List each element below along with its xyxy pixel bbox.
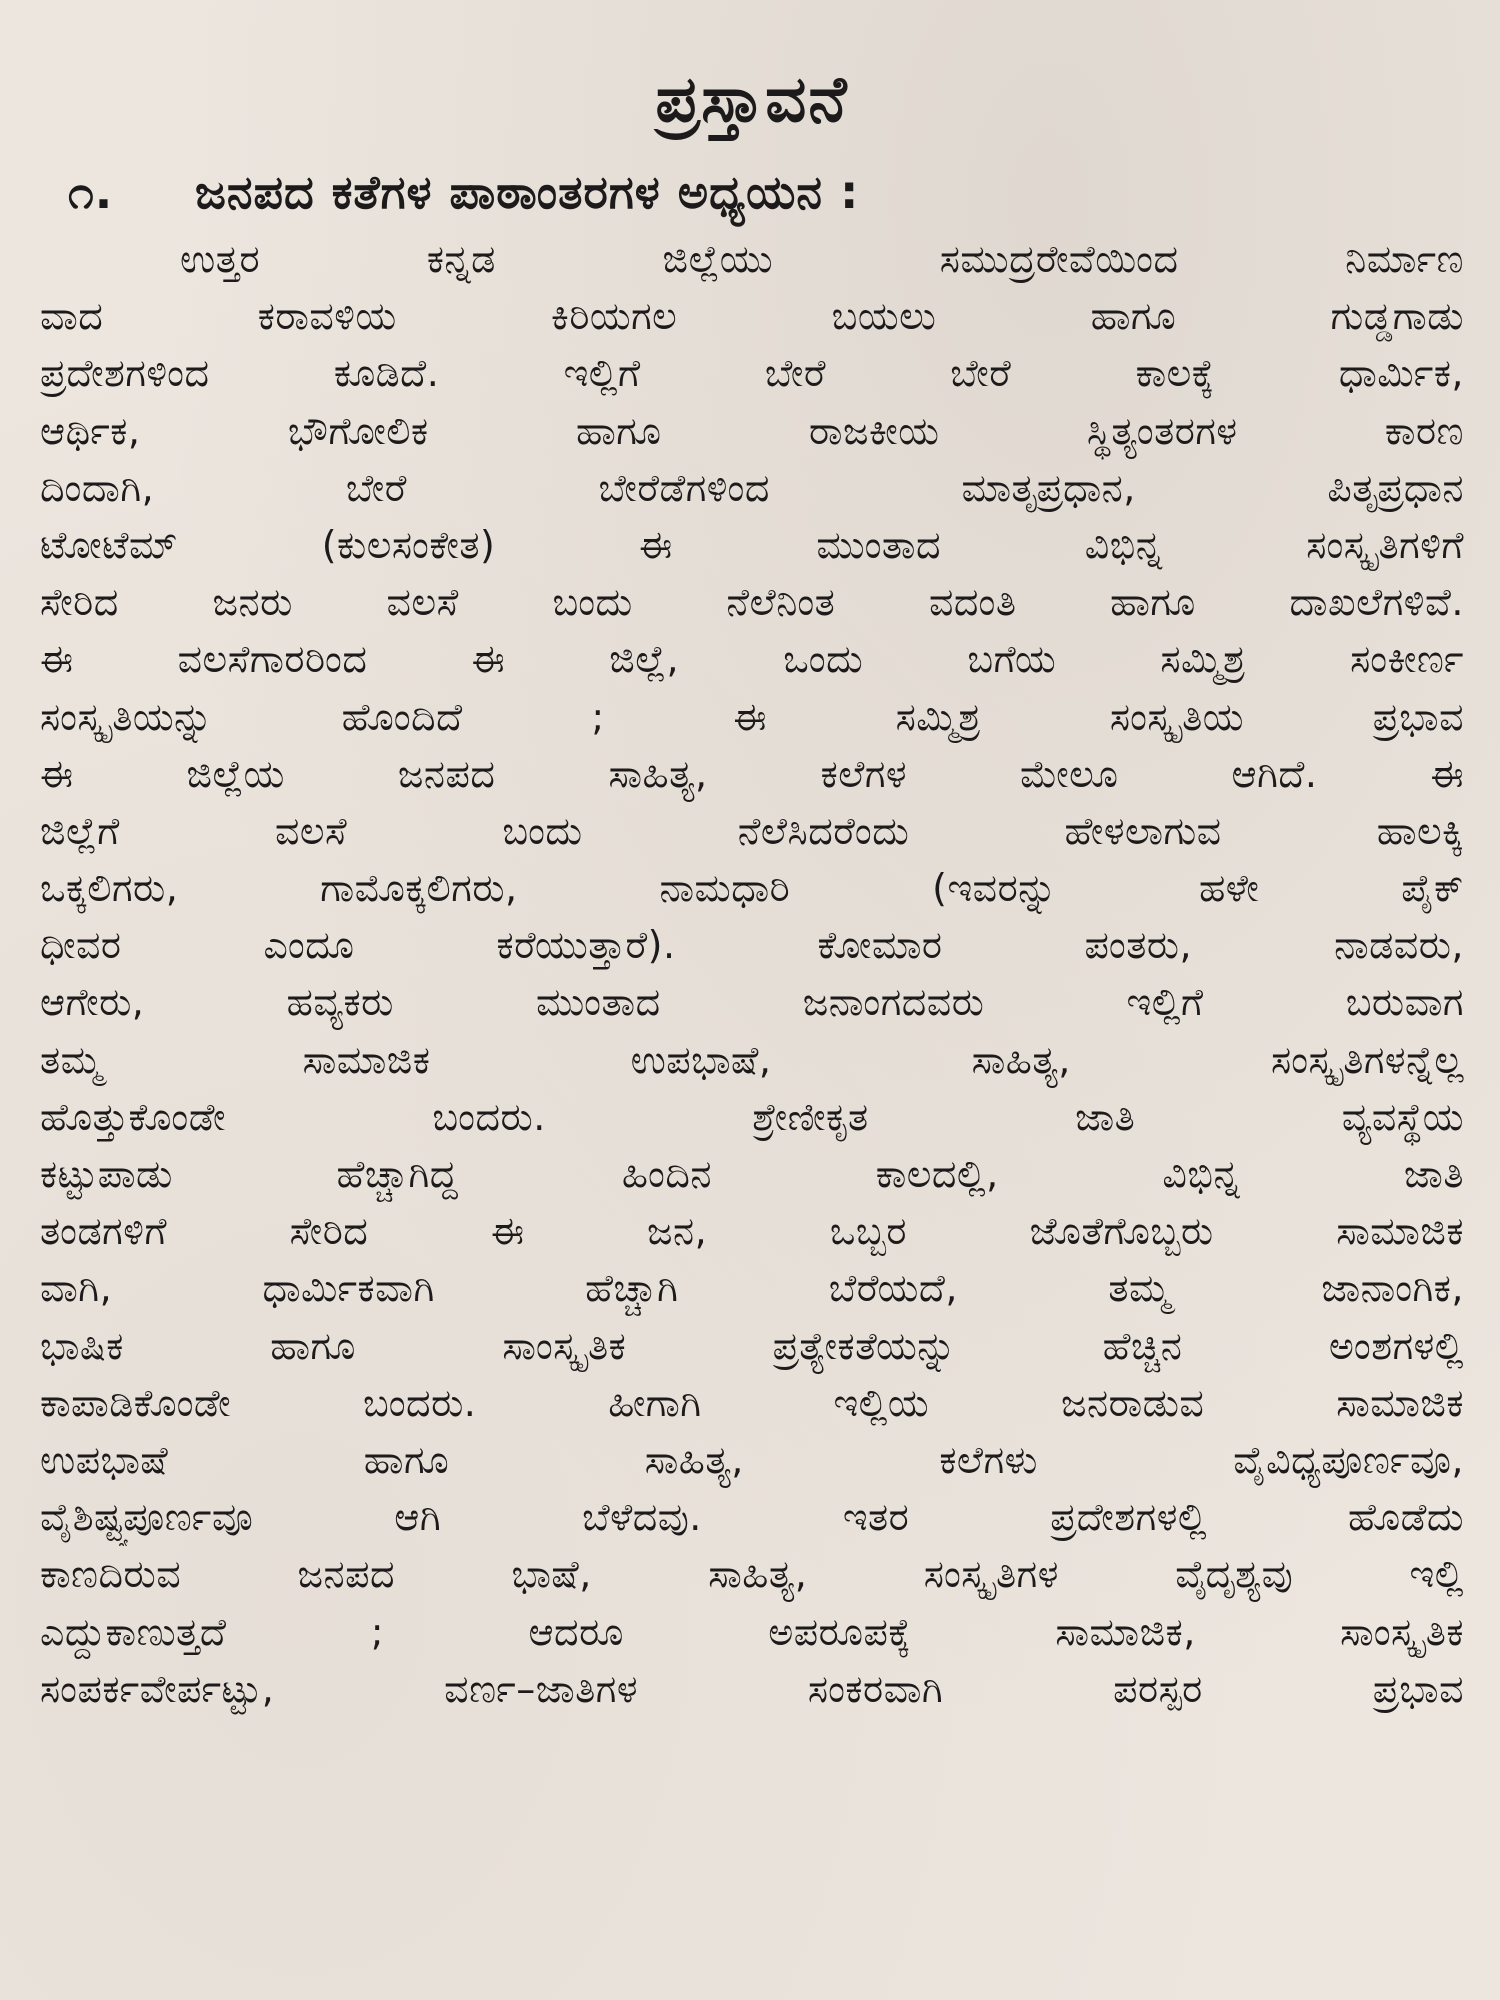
text-line: ಟೋಟೆಮ್ (ಕುಲಸಂಕೇತ) ಈ ಮುಂತಾದ ವಿಭಿನ್ನ ಸಂಸ್ಕೃತಿಗಳಿಗೆ [40,522,1464,567]
text-line: ಈ ಜಿಲ್ಲೆಯ ಜನಪದ ಸಾಹಿತ್ಯ, ಕಲೆಗಳ ಮೇಲೂ ಆಗಿದೆ. ಈ [40,751,1464,796]
text-line: ದಿಂದಾಗಿ, ಬೇರೆ ಬೇರೆಡೆಗಳಿಂದ ಮಾತೃಪ್ರಧಾನ, ಪಿತೃಪ್ರಧಾನ [40,465,1464,510]
text-line: ಈ ವಲಸೆಗಾರರಿಂದ ಈ ಜಿಲ್ಲೆ, ಒಂದು ಬಗೆಯ ಸಮ್ಮಿಶ್ರ ಸಂಕೀರ್ಣ [40,637,1464,682]
text-line: ಸೇರಿದ ಜನರು ವಲಸೆ ಬಂದು ನೆಲೆನಿಂತ ವದಂತಿ ಹಾಗೂ ದಾಖಲೆಗಳಿವೆ. [40,580,1464,625]
text-line: ಸಂಪರ್ಕವೇರ್ಪಟ್ಟು, ವರ್ಣ–ಜಾತಿಗಳ ಸಂಕರವಾಗಿ ಪರಸ್ಪರ ಪ್ರಭಾವ [40,1666,1464,1711]
text-line: ಕಾಪಾಡಿಕೊಂಡೇ ಬಂದರು. ಹೀಗಾಗಿ ಇಲ್ಲಿಯ ಜನರಾಡುವ ಸಾಮಾಜಿಕ [40,1380,1464,1425]
text-line: ವೈಶಿಷ್ಟ್ಯಪೂರ್ಣವೂ ಆಗಿ ಬೆಳೆದವು. ಇತರ ಪ್ರದೇಶಗಳಲ್ಲಿ ಹೊಡೆದು [40,1495,1464,1540]
text-line: ಎದ್ದುಕಾಣುತ್ತದೆ ; ಆದರೂ ಅಪರೂಪಕ್ಕೆ ಸಾಮಾಜಿಕ, ಸಾಂಸ್ಕೃತಿಕ [40,1609,1464,1654]
text-line: ವಾಗಿ, ಧಾರ್ಮಿಕವಾಗಿ ಹೆಚ್ಚಾಗಿ ಬೆರೆಯದೆ, ತಮ್ಮ ಜಾನಾಂಗಿಕ, [40,1266,1464,1311]
text-line: ಭಾಷಿಕ ಹಾಗೂ ಸಾಂಸ್ಕೃತಿಕ ಪ್ರತ್ಯೇಕತೆಯನ್ನು ಹೆಚ್ಚಿನ ಅಂಶಗಳಲ್ಲಿ [40,1323,1464,1368]
text-line: ಕಟ್ಟುಪಾಡು ಹೆಚ್ಚಾಗಿದ್ದ ಹಿಂದಿನ ಕಾಲದಲ್ಲಿ, ವಿಭಿನ್ನ ಜಾತಿ [40,1152,1464,1196]
text-line: ಆಗೇರು, ಹವ್ಯಕರು ಮುಂತಾದ ಜನಾಂಗದವರು ಇಲ್ಲಿಗೆ ಬರುವಾಗ [40,980,1464,1025]
text-line: ವಾದ ಕರಾವಳಿಯ ಕಿರಿಯಗಲ ಬಯಲು ಹಾಗೂ ಗುಡ್ಡಗಾಡು [40,294,1464,339]
text-line: ಆರ್ಥಿಕ, ಭೌಗೋಲಿಕ ಹಾಗೂ ರಾಜಕೀಯ ಸ್ಥಿತ್ಯಂತರಗಳ ಕಾರಣ [40,408,1464,453]
paragraph [40,231,1464,1718]
section-number: ೧. [68,165,114,219]
text-line: ತಮ್ಮ ಸಾಮಾಜಿಕ ಉಪಭಾಷೆ, ಸಾಹಿತ್ಯ, ಸಂಸ್ಕೃತಿಗಳನ್ನೆಲ್ಲ [40,1037,1464,1082]
text-line: ಉತ್ತರ ಕನ್ನಡ ಜಿಲ್ಲೆಯು ಸಮುದ್ರರೇವೆಯಿಂದ ನಿರ್ಮಾಣ [180,237,1464,281]
text-line: ಹೊತ್ತುಕೊಂಡೇ ಬಂದರು. ಶ್ರೇಣೀಕೃತ ಜಾತಿ ವ್ಯವಸ್ಥೆಯ [40,1094,1464,1139]
page-title: ಪ್ರಸ್ತಾವನೆ [655,63,849,137]
section-title: ಜನಪದ ಕತೆಗಳ ಪಾಠಾಂತರಗಳ ಅಧ್ಯಯನ : [195,165,860,219]
text-line: ತಂಡಗಳಿಗೆ ಸೇರಿದ ಈ ಜನ, ಒಬ್ಬರ ಜೊತೆಗೊಬ್ಬರು ಸಾಮಾಜಿಕ [40,1209,1464,1254]
text-line: ಕಾಣದಿರುವ ಜನಪದ ಭಾಷೆ, ಸಾಹಿತ್ಯ, ಸಂಸ್ಕೃತಿಗಳ ವೈದೃಶ್ಯವು ಇಲ್ಲಿ [40,1552,1464,1597]
text-line: ಸಂಸ್ಕೃತಿಯನ್ನು ಹೊಂದಿದೆ ; ಈ ಸಮ್ಮಿಶ್ರ ಸಂಸ್ಕೃತಿಯ ಪ್ರಭಾವ [40,694,1464,739]
text-line: ಉಪಭಾಷೆ ಹಾಗೂ ಸಾಹಿತ್ಯ, ಕಲೆಗಳು ವೈವಿಧ್ಯಪೂರ್ಣವೂ, [40,1437,1464,1482]
text-line: ಒಕ್ಕಲಿಗರು, ಗಾಮೊಕ್ಕಲಿಗರು, ನಾಮಧಾರಿ (ಇವರನ್ನು ಹಳೇ ಪೈಕ್ [40,866,1464,911]
section-heading [40,157,1464,227]
text-line: ಜಿಲ್ಲೆಗೆ ವಲಸೆ ಬಂದು ನೆಲೆಸಿದರೆಂದು ಹೇಳಲಾಗುವ ಹಾಲಕ್ಕಿ [40,808,1464,853]
text-line: ಧೀವರ ಎಂದೂ ಕರೆಯುತ್ತಾರೆ). ಕೋಮಾರ ಪಂತರು, ನಾಡವರು, [40,923,1464,968]
text-line: ಪ್ರದೇಶಗಳಿಂದ ಕೂಡಿದೆ. ಇಲ್ಲಿಗೆ ಬೇರೆ ಬೇರೆ ಕಾಲಕ್ಕೆ ಧಾರ್ಮಿಕ, [40,351,1464,396]
